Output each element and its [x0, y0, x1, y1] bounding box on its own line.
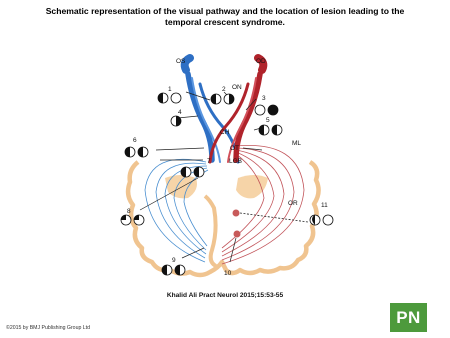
practical-neurology-logo: PN [390, 303, 427, 332]
lesion-number-10: 10 [224, 270, 232, 277]
visual-field-pair-2 [211, 94, 234, 104]
lesion-number-9: 9 [172, 257, 176, 264]
lesion-number-8: 8 [127, 208, 131, 215]
lesion-number-2: 2 [222, 86, 226, 93]
label-or: OR [288, 200, 298, 207]
label-ch: CH [220, 129, 230, 136]
label-ml: ML [292, 140, 302, 147]
title-line-2: temporal crescent syndrome. [165, 17, 285, 27]
copyright-notice: ©2015 by BMJ Publishing Group Ltd [6, 325, 90, 331]
lesion-number-4: 4 [178, 109, 182, 116]
lesion-dot-upper [233, 210, 240, 217]
visual-field-pair-3 [255, 105, 278, 115]
visual-field-pair-5 [259, 125, 282, 135]
visual-field-pair-7 [181, 167, 204, 177]
label-ot: OT [230, 145, 240, 152]
midline-cleft [205, 196, 216, 266]
lesion-number-5: 5 [266, 117, 270, 124]
label-od: OD [256, 58, 266, 65]
visual-field-pair-1 [158, 93, 181, 103]
lesion-number-11: 11 [321, 202, 328, 209]
lesion-number-6: 6 [133, 137, 137, 144]
figure-citation: Khalid Ali Pract Neurol 2015;15:53-55 [166, 292, 284, 299]
visual-field-pair-4 [171, 116, 181, 126]
lesion-number-1: 1 [168, 86, 172, 93]
midbrain-left [165, 175, 197, 198]
visual-field-pair-6 [125, 147, 148, 157]
label-os: OS [176, 58, 186, 65]
label-on: ON [232, 84, 242, 91]
label-lgb: LGB [229, 158, 243, 165]
brain-outline [128, 162, 318, 275]
lesion-number-7: 7 [207, 158, 211, 165]
visual-field-pair-11 [310, 215, 333, 225]
lesion-number-3: 3 [262, 95, 266, 102]
title-line-1: Schematic representation of the visual pathway and the location of lesion leading to the [45, 6, 405, 16]
lesion-dot-lower [234, 231, 241, 238]
